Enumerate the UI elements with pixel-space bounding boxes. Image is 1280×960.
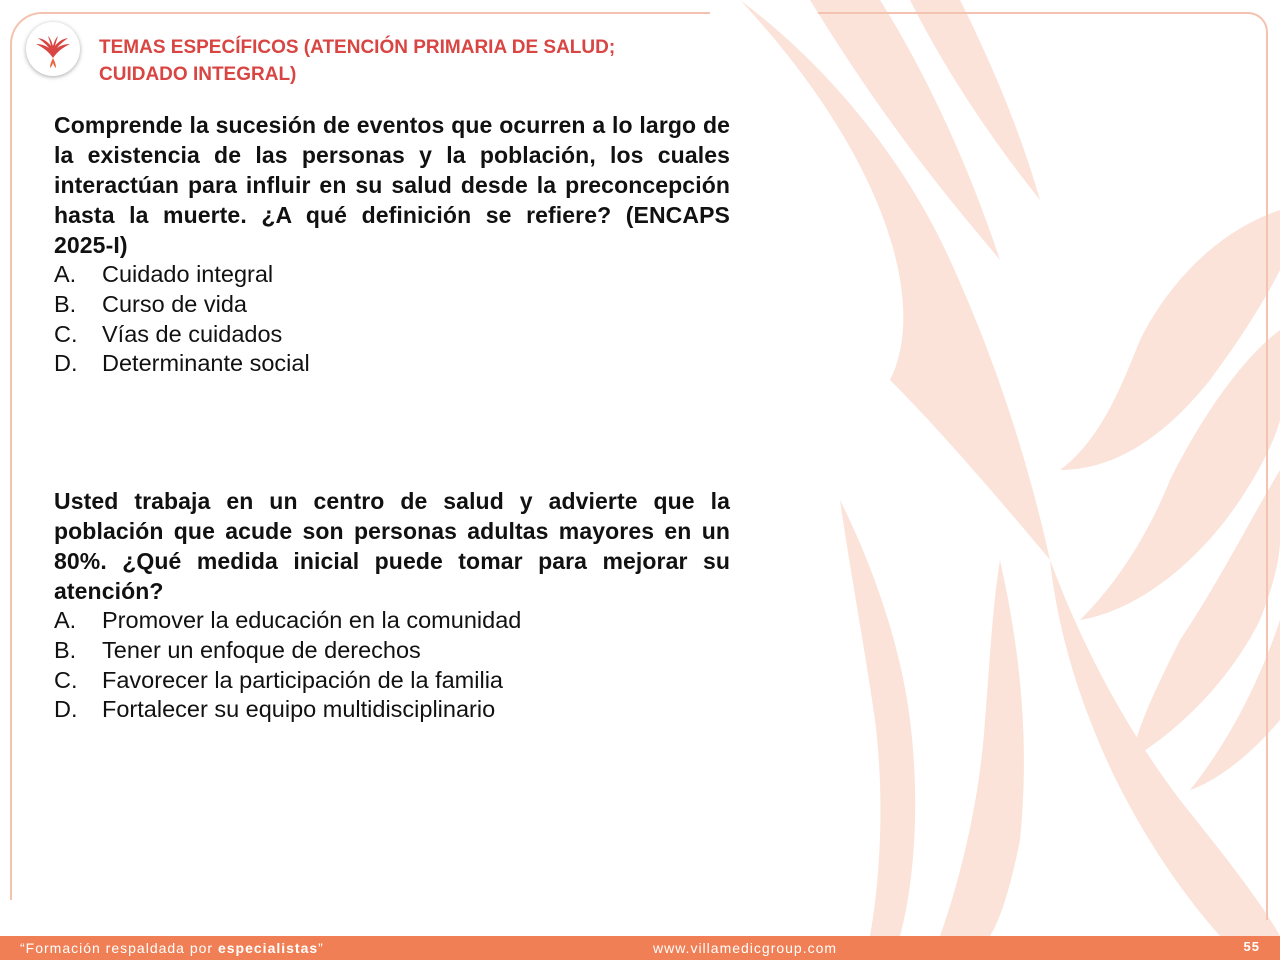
- page-title: [99, 34, 699, 88]
- page-title-line-2: CUIDADO INTEGRAL): [99, 64, 297, 85]
- footer-slogan: [20, 940, 324, 956]
- option-letter: D.: [54, 350, 78, 377]
- frame-left-line: [10, 60, 12, 900]
- option-b: [54, 636, 730, 666]
- option-text: Fortalecer su equipo multidisciplinario: [102, 696, 496, 723]
- option-text: Promover la educación en la comunidad: [102, 607, 522, 633]
- question-block-2: [54, 486, 730, 725]
- frame-right-line: [1266, 50, 1268, 920]
- option-letter: D.: [54, 696, 78, 723]
- frame-top-line-left: [60, 12, 710, 14]
- option-letter: A.: [54, 607, 77, 633]
- options-list: [54, 260, 730, 379]
- frame-top-line-right: [818, 12, 1250, 14]
- footer-website-link[interactable]: www.villamedicgroup.com: [653, 940, 838, 956]
- option-letter: B.: [54, 290, 77, 317]
- page-title-line-1: TEMAS ESPECÍFICOS (ATENCIÓN PRIMARIA DE SALUD;: [99, 37, 616, 58]
- option-letter: A.: [54, 261, 77, 287]
- option-letter: B.: [54, 636, 77, 663]
- question-text: Comprende la sucesión de eventos que ocurren a lo largo de la existencia de las personas y la población, los cuales interactúan para influir en su salud desde la preconcepción hasta la muerte. ¿A qué definición se refiere? (ENCAPS 2025-I): [54, 112, 730, 258]
- footer-bar: [0, 936, 1280, 960]
- option-text: Cuidado integral: [102, 261, 274, 287]
- options-list: [54, 606, 730, 725]
- option-text: Favorecer la participación de la familia: [102, 666, 503, 693]
- option-c: [54, 320, 730, 350]
- footer-slogan-prefix: “Formación respaldada por: [20, 940, 218, 956]
- option-text: Tener un enfoque de derechos: [102, 636, 421, 663]
- footer-slogan-bold: especialistas: [217, 940, 319, 956]
- question-block-1: [54, 110, 730, 379]
- option-d: [54, 349, 730, 379]
- option-b: [54, 290, 730, 320]
- footer-slogan-suffix: ”: [318, 940, 324, 956]
- logo-badge: [26, 22, 80, 76]
- option-a: [54, 260, 730, 290]
- option-a: [54, 606, 730, 636]
- option-c: [54, 666, 730, 696]
- page-number: 55: [1243, 939, 1260, 954]
- frame-corner-right: [1226, 12, 1268, 54]
- phoenix-watermark-icon: [700, 0, 1280, 936]
- option-d: [54, 695, 730, 725]
- option-text: Vías de cuidados: [102, 320, 283, 347]
- option-text: Determinante social: [102, 350, 310, 377]
- option-text: Curso de vida: [102, 290, 247, 317]
- option-letter: C.: [54, 320, 78, 347]
- question-text: Usted trabaja en un centro de salud y advierte que la población que acude son personas adultas mayores en un 80%. ¿Qué medida inicial puede tomar para mejorar su atención?: [54, 488, 730, 604]
- option-letter: C.: [54, 666, 78, 693]
- phoenix-logo-icon: [32, 28, 74, 70]
